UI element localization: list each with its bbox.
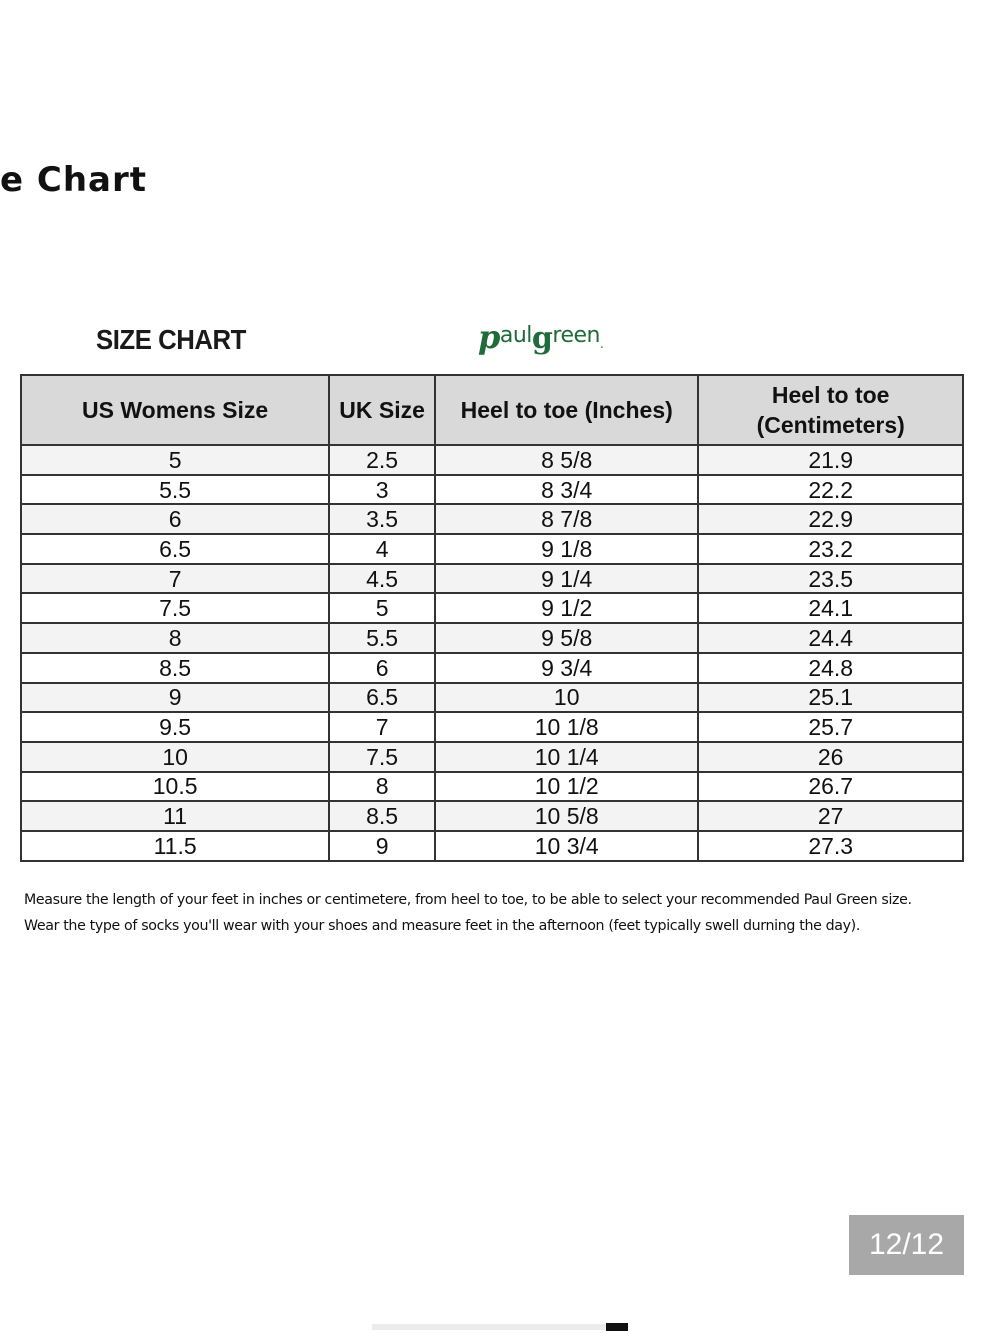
heel-to-toe-cm-cell: 25.1 bbox=[698, 683, 963, 713]
brand-logo-aul: aul bbox=[499, 323, 532, 348]
heel-to-toe-inches-cell: 8 7/8 bbox=[435, 504, 698, 534]
page-heading: e Chart bbox=[0, 160, 148, 200]
table-row bbox=[21, 564, 963, 594]
size-chart-title: SIZE CHART bbox=[96, 324, 246, 355]
table-row bbox=[21, 445, 963, 475]
table-row bbox=[21, 801, 963, 831]
uk-size-cell: 9 bbox=[329, 831, 435, 861]
us-womens-size-cell: 8.5 bbox=[21, 653, 329, 683]
heel-to-toe-cm-cell: 23.5 bbox=[698, 564, 963, 594]
us-womens-size-cell: 7.5 bbox=[21, 593, 329, 623]
header-uk-size: UK Size bbox=[329, 375, 435, 445]
us-womens-size-cell: 8 bbox=[21, 623, 329, 653]
scroll-thumb[interactable] bbox=[606, 1323, 628, 1331]
table-row bbox=[21, 742, 963, 772]
us-womens-size-cell: 9.5 bbox=[21, 712, 329, 742]
uk-size-cell: 7.5 bbox=[329, 742, 435, 772]
heel-to-toe-cm-cell: 25.7 bbox=[698, 712, 963, 742]
table-row bbox=[21, 653, 963, 683]
heel-to-toe-cm-cell: 27.3 bbox=[698, 831, 963, 861]
heel-to-toe-cm-cell: 21.9 bbox=[698, 445, 963, 475]
table-row bbox=[21, 712, 963, 742]
us-womens-size-cell: 11 bbox=[21, 801, 329, 831]
uk-size-cell: 3 bbox=[329, 475, 435, 505]
page-indicator: 12/12 bbox=[849, 1215, 964, 1275]
measurement-instructions bbox=[24, 887, 1000, 939]
heel-to-toe-inches-cell: 10 5/8 bbox=[435, 801, 698, 831]
table-row bbox=[21, 683, 963, 713]
header-us-womens-size: US Womens Size bbox=[21, 375, 329, 445]
size-chart-table bbox=[20, 374, 964, 862]
brand-logo-dot: . bbox=[599, 337, 604, 351]
heel-to-toe-cm-cell: 27 bbox=[698, 801, 963, 831]
heel-to-toe-inches-cell: 9 1/2 bbox=[435, 593, 698, 623]
table-row bbox=[21, 504, 963, 534]
heel-to-toe-inches-cell: 10 bbox=[435, 683, 698, 713]
heel-to-toe-inches-cell: 10 3/4 bbox=[435, 831, 698, 861]
us-womens-size-cell: 7 bbox=[21, 564, 329, 594]
table-header-row bbox=[21, 375, 963, 445]
uk-size-cell: 4 bbox=[329, 534, 435, 564]
uk-size-cell: 6 bbox=[329, 653, 435, 683]
heel-to-toe-inches-cell: 9 5/8 bbox=[435, 623, 698, 653]
heel-to-toe-cm-cell: 22.9 bbox=[698, 504, 963, 534]
scroll-track[interactable] bbox=[372, 1324, 628, 1330]
heel-to-toe-cm-cell: 26.7 bbox=[698, 772, 963, 802]
footnote-line-1: Measure the length of your feet in inches or centimetere, from heel to toe, to be able to select your recommended Paul Green size. bbox=[24, 892, 912, 908]
heel-to-toe-inches-cell: 10 1/8 bbox=[435, 712, 698, 742]
uk-size-cell: 8 bbox=[329, 772, 435, 802]
table-row bbox=[21, 623, 963, 653]
brand-logo-p: p bbox=[478, 318, 500, 356]
heel-to-toe-cm-cell: 24.8 bbox=[698, 653, 963, 683]
brand-logo bbox=[478, 318, 603, 356]
brand-logo-reen: reen bbox=[552, 323, 600, 348]
heel-to-toe-cm-cell: 24.1 bbox=[698, 593, 963, 623]
footnote-line-2: Wear the type of socks you'll wear with your shoes and measure feet in the afternoon (feet typically swell durning the day). bbox=[24, 918, 861, 934]
heel-to-toe-inches-cell: 9 3/4 bbox=[435, 653, 698, 683]
us-womens-size-cell: 5.5 bbox=[21, 475, 329, 505]
uk-size-cell: 5 bbox=[329, 593, 435, 623]
brand-logo-g: g bbox=[531, 321, 553, 356]
heel-to-toe-inches-cell: 8 5/8 bbox=[435, 445, 698, 475]
uk-size-cell: 4.5 bbox=[329, 564, 435, 594]
heel-to-toe-inches-cell: 9 1/4 bbox=[435, 564, 698, 594]
table-body bbox=[21, 445, 963, 861]
header-heel-to-toe-cm bbox=[698, 375, 963, 445]
heel-to-toe-cm-cell: 23.2 bbox=[698, 534, 963, 564]
us-womens-size-cell: 6.5 bbox=[21, 534, 329, 564]
heel-to-toe-cm-cell: 22.2 bbox=[698, 475, 963, 505]
us-womens-size-cell: 11.5 bbox=[21, 831, 329, 861]
table-row bbox=[21, 831, 963, 861]
uk-size-cell: 3.5 bbox=[329, 504, 435, 534]
header-heel-to-toe-cm-line2: (Centimeters) bbox=[756, 412, 905, 438]
heel-to-toe-cm-cell: 26 bbox=[698, 742, 963, 772]
table-row bbox=[21, 772, 963, 802]
us-womens-size-cell: 5 bbox=[21, 445, 329, 475]
heel-to-toe-inches-cell: 9 1/8 bbox=[435, 534, 698, 564]
table-row bbox=[21, 593, 963, 623]
heel-to-toe-inches-cell: 10 1/2 bbox=[435, 772, 698, 802]
table-row bbox=[21, 475, 963, 505]
uk-size-cell: 7 bbox=[329, 712, 435, 742]
us-womens-size-cell: 10.5 bbox=[21, 772, 329, 802]
heel-to-toe-inches-cell: 10 1/4 bbox=[435, 742, 698, 772]
uk-size-cell: 6.5 bbox=[329, 683, 435, 713]
uk-size-cell: 2.5 bbox=[329, 445, 435, 475]
uk-size-cell: 8.5 bbox=[329, 801, 435, 831]
us-womens-size-cell: 10 bbox=[21, 742, 329, 772]
us-womens-size-cell: 9 bbox=[21, 683, 329, 713]
table-row bbox=[21, 534, 963, 564]
heel-to-toe-inches-cell: 8 3/4 bbox=[435, 475, 698, 505]
header-heel-to-toe-inches: Heel to toe (Inches) bbox=[435, 375, 698, 445]
us-womens-size-cell: 6 bbox=[21, 504, 329, 534]
heel-to-toe-cm-cell: 24.4 bbox=[698, 623, 963, 653]
header-heel-to-toe-cm-line1: Heel to toe bbox=[771, 382, 890, 408]
uk-size-cell: 5.5 bbox=[329, 623, 435, 653]
